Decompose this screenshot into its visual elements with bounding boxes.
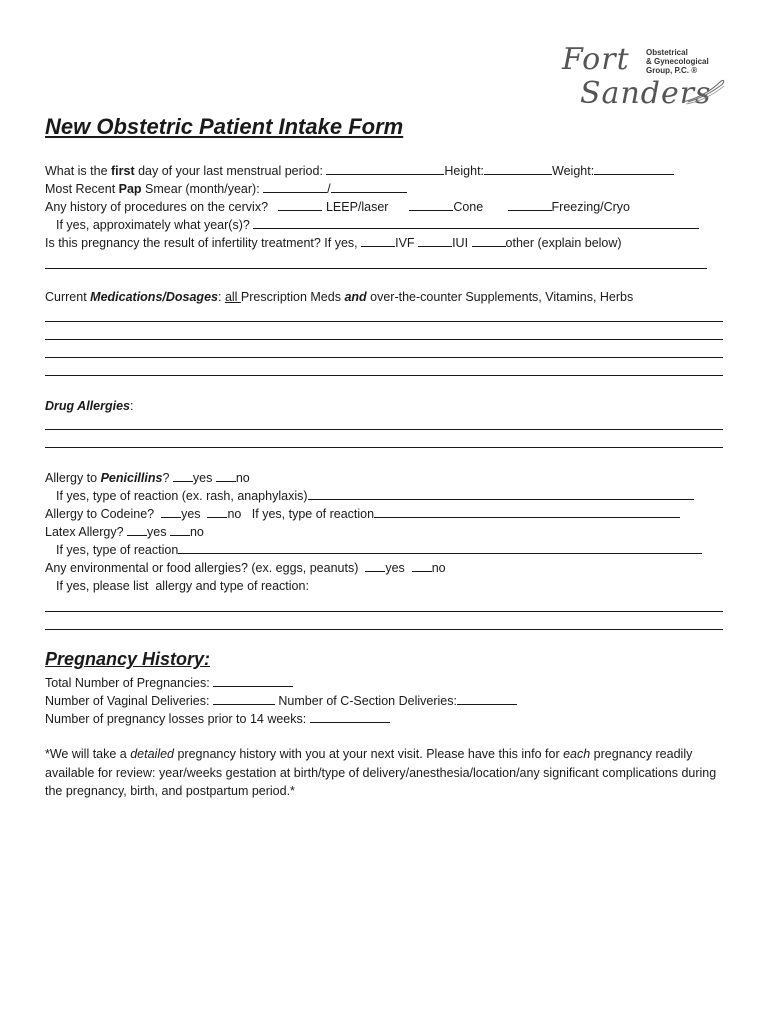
years-row: If yes, approximately what year(s)? xyxy=(56,217,699,233)
infertility-explain-line[interactable] xyxy=(45,268,707,269)
losses-row: Number of pregnancy losses prior to 14 weeks: xyxy=(45,711,390,727)
pap-row: Most Recent Pap Smear (month/year): / xyxy=(45,181,407,197)
cervix-row: Any history of procedures on the cervix? LEEP/laser Cone Freezing/Cryo xyxy=(45,200,631,214)
medications-line[interactable] xyxy=(45,321,723,322)
penicillin-reaction-row: If yes, type of reaction (ex. rash, anaphylaxis) xyxy=(56,488,694,504)
logo-script-fort: Fort xyxy=(562,42,630,77)
environmental-no-field[interactable] xyxy=(412,560,432,572)
logo-script-sanders: Sanders xyxy=(580,76,712,111)
penicillin-row: Allergy to Penicillins? yes no xyxy=(45,471,250,485)
codeine-no-field[interactable] xyxy=(207,506,227,518)
pap-month-field[interactable] xyxy=(263,181,327,193)
years-field[interactable] xyxy=(253,217,699,229)
other-field[interactable] xyxy=(472,235,506,247)
latex-no-field[interactable] xyxy=(170,524,190,536)
environmental-line[interactable] xyxy=(45,611,723,612)
environmental-line[interactable] xyxy=(45,629,723,630)
leep-field[interactable] xyxy=(278,199,322,211)
drug-allergies-line[interactable] xyxy=(45,429,723,430)
latex-row: Latex Allergy? yes no xyxy=(45,525,204,539)
latex-reaction-row: If yes, type of reaction xyxy=(56,542,702,558)
total-pregnancies-field[interactable] xyxy=(213,675,293,687)
total-pregnancies-row: Total Number of Pregnancies: xyxy=(45,675,293,691)
codeine-reaction-field[interactable] xyxy=(374,506,680,518)
lmp-row: What is the first day of your last menstrual period: Height: Weight: xyxy=(45,163,674,179)
iui-field[interactable] xyxy=(418,235,452,247)
latex-yes-field[interactable] xyxy=(127,524,147,536)
latex-reaction-field[interactable] xyxy=(178,542,702,554)
codeine-row: Allergy to Codeine? yes no If yes, type of reaction xyxy=(45,506,680,522)
logo-group-name: Obstetrical & Gynecological Group, P.C. ® xyxy=(646,48,709,75)
medications-line[interactable] xyxy=(45,339,723,340)
codeine-yes-field[interactable] xyxy=(161,506,181,518)
freezing-field[interactable] xyxy=(508,199,552,211)
drug-allergies-line[interactable] xyxy=(45,447,723,448)
lmp-field[interactable] xyxy=(326,163,444,175)
medications-label: Current Medications/Dosages: all Prescription Meds and over-the-counter Supplements, Vitamins, Herbs xyxy=(45,290,634,304)
cone-field[interactable] xyxy=(409,199,453,211)
pregnancy-history-note: *We will take a detailed pregnancy history with you at your next visit. Please have this info for each pregnancy readily available for review: year/weeks gestation at birth/type of delivery/anesthesia/location/any significant complications during the pregnancy, birth, and postpartum period.* xyxy=(45,747,717,798)
penicillin-reaction-field[interactable] xyxy=(308,488,694,500)
drug-allergies-label: Drug Allergies: xyxy=(45,399,134,413)
ivf-field[interactable] xyxy=(361,235,395,247)
practice-logo xyxy=(560,40,730,110)
csection-deliveries-field[interactable] xyxy=(457,693,517,705)
medications-line[interactable] xyxy=(45,375,723,376)
logo-swirl-icon xyxy=(680,76,728,106)
medications-line[interactable] xyxy=(45,357,723,358)
height-field[interactable] xyxy=(484,163,552,175)
deliveries-row: Number of Vaginal Deliveries: Number of C-Section Deliveries: xyxy=(45,693,517,709)
vaginal-deliveries-field[interactable] xyxy=(213,693,275,705)
form-title: New Obstetric Patient Intake Form xyxy=(45,114,404,139)
pap-year-field[interactable] xyxy=(331,181,407,193)
weight-field[interactable] xyxy=(594,163,674,175)
environmental-row: Any environmental or food allergies? (ex. eggs, peanuts) yes no xyxy=(45,561,446,575)
environmental-list-label: If yes, please list allergy and type of reaction: xyxy=(56,579,309,593)
losses-field[interactable] xyxy=(310,711,390,723)
infertility-row: Is this pregnancy the result of infertility treatment? If yes, IVF IUI other (explain below) xyxy=(45,236,622,250)
penicillin-no-field[interactable] xyxy=(216,470,236,482)
pregnancy-history-heading: Pregnancy History: xyxy=(45,649,211,669)
penicillin-yes-field[interactable] xyxy=(173,470,193,482)
environmental-yes-field[interactable] xyxy=(365,560,385,572)
